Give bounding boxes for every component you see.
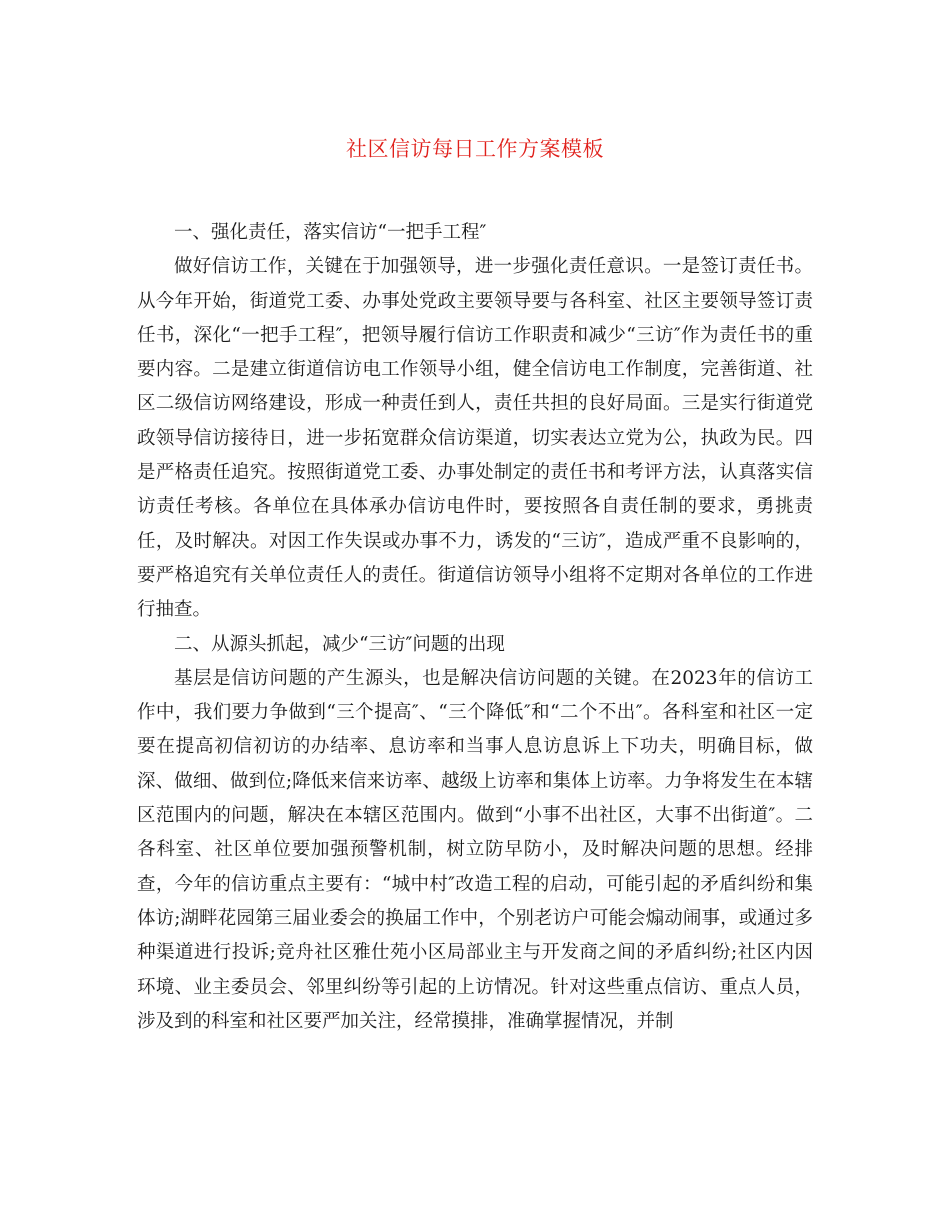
document-body — [137, 216, 813, 1039]
document-title: 社区信访每日工作方案模板 — [346, 137, 604, 161]
paragraph-2: 基层是信访问题的产生源头，也是解决信访问题的关键。在2023年的信访工作中，我们要力争做到“三个提高″、“三个降低″和“二个不出″。各科室和社区一定要在提高初信初访的办结率、息访率和当事人息访息诉上下功夫，明确目标，做深、做细、做到位;降低来信来访率、越级上访率和集体上访率。力争将发生在本辖区范围内的问题，解决在本辖区范围内。做到“小事不出社区，大事不出街道″。二各科室、社区单位要加强预警机制，树立防早防小，及时解决问题的思想。经排查，今年的信访重点主要有：“城中村″改造工程的启动，可能引起的矛盾纠纷和集体访;湖畔花园第三届业委会的换届工作中，个别老访户可能会煽动闹事，或通过多种渠道进行投诉;竞舟社区雅仕苑小区局部业主与开发商之间的矛盾纠纷;社区内因环境、业主委员会、邻里纠纷等引起的上访情况。针对这些重点信访、重点人员，涉及到的科室和社区要严加关注，经常摸排，准确掌握情况，并制 — [137, 667, 813, 1032]
section-heading-2: 二、从源头抓起，减少“三访″问题的出现 — [174, 633, 505, 655]
section-heading-1: 一、强化责任，落实信访“一把手工程″ — [174, 222, 487, 243]
paragraph-1: 做好信访工作，关键在于加强领导，进一步强化责任意识。一是签订责任书。从今年开始，街道党工委、办事处党政主要领导要与各科室、社区主要领导签订责任书，深化“一把手工程″，把领导履行信访工作职责和减少“三访″作为责任书的重要内容。二是建立街道信访电工作领导小组，健全信访电工作制度，完善街道、社区二级信访网络建设，形成一种责任到人，责任共担的良好局面。三是实行街道党政领导信访接待日，进一步拓宽群众信访渠道，切实表达立党为公，执政为民。四是严格责任追究。按照街道党工委、办事处制定的责任书和考评方法，认真落实信访责任考核。各单位在具体承办信访电件时，要按照各自责任制的要求，勇挑责任，及时解决。对因工作失误或办事不力，诱发的“三访″，造成严重不良影响的，要严格追究有关单位责任人的责任。街道信访领导小组将不定期对各单位的工作进行抽查。 — [137, 256, 813, 621]
